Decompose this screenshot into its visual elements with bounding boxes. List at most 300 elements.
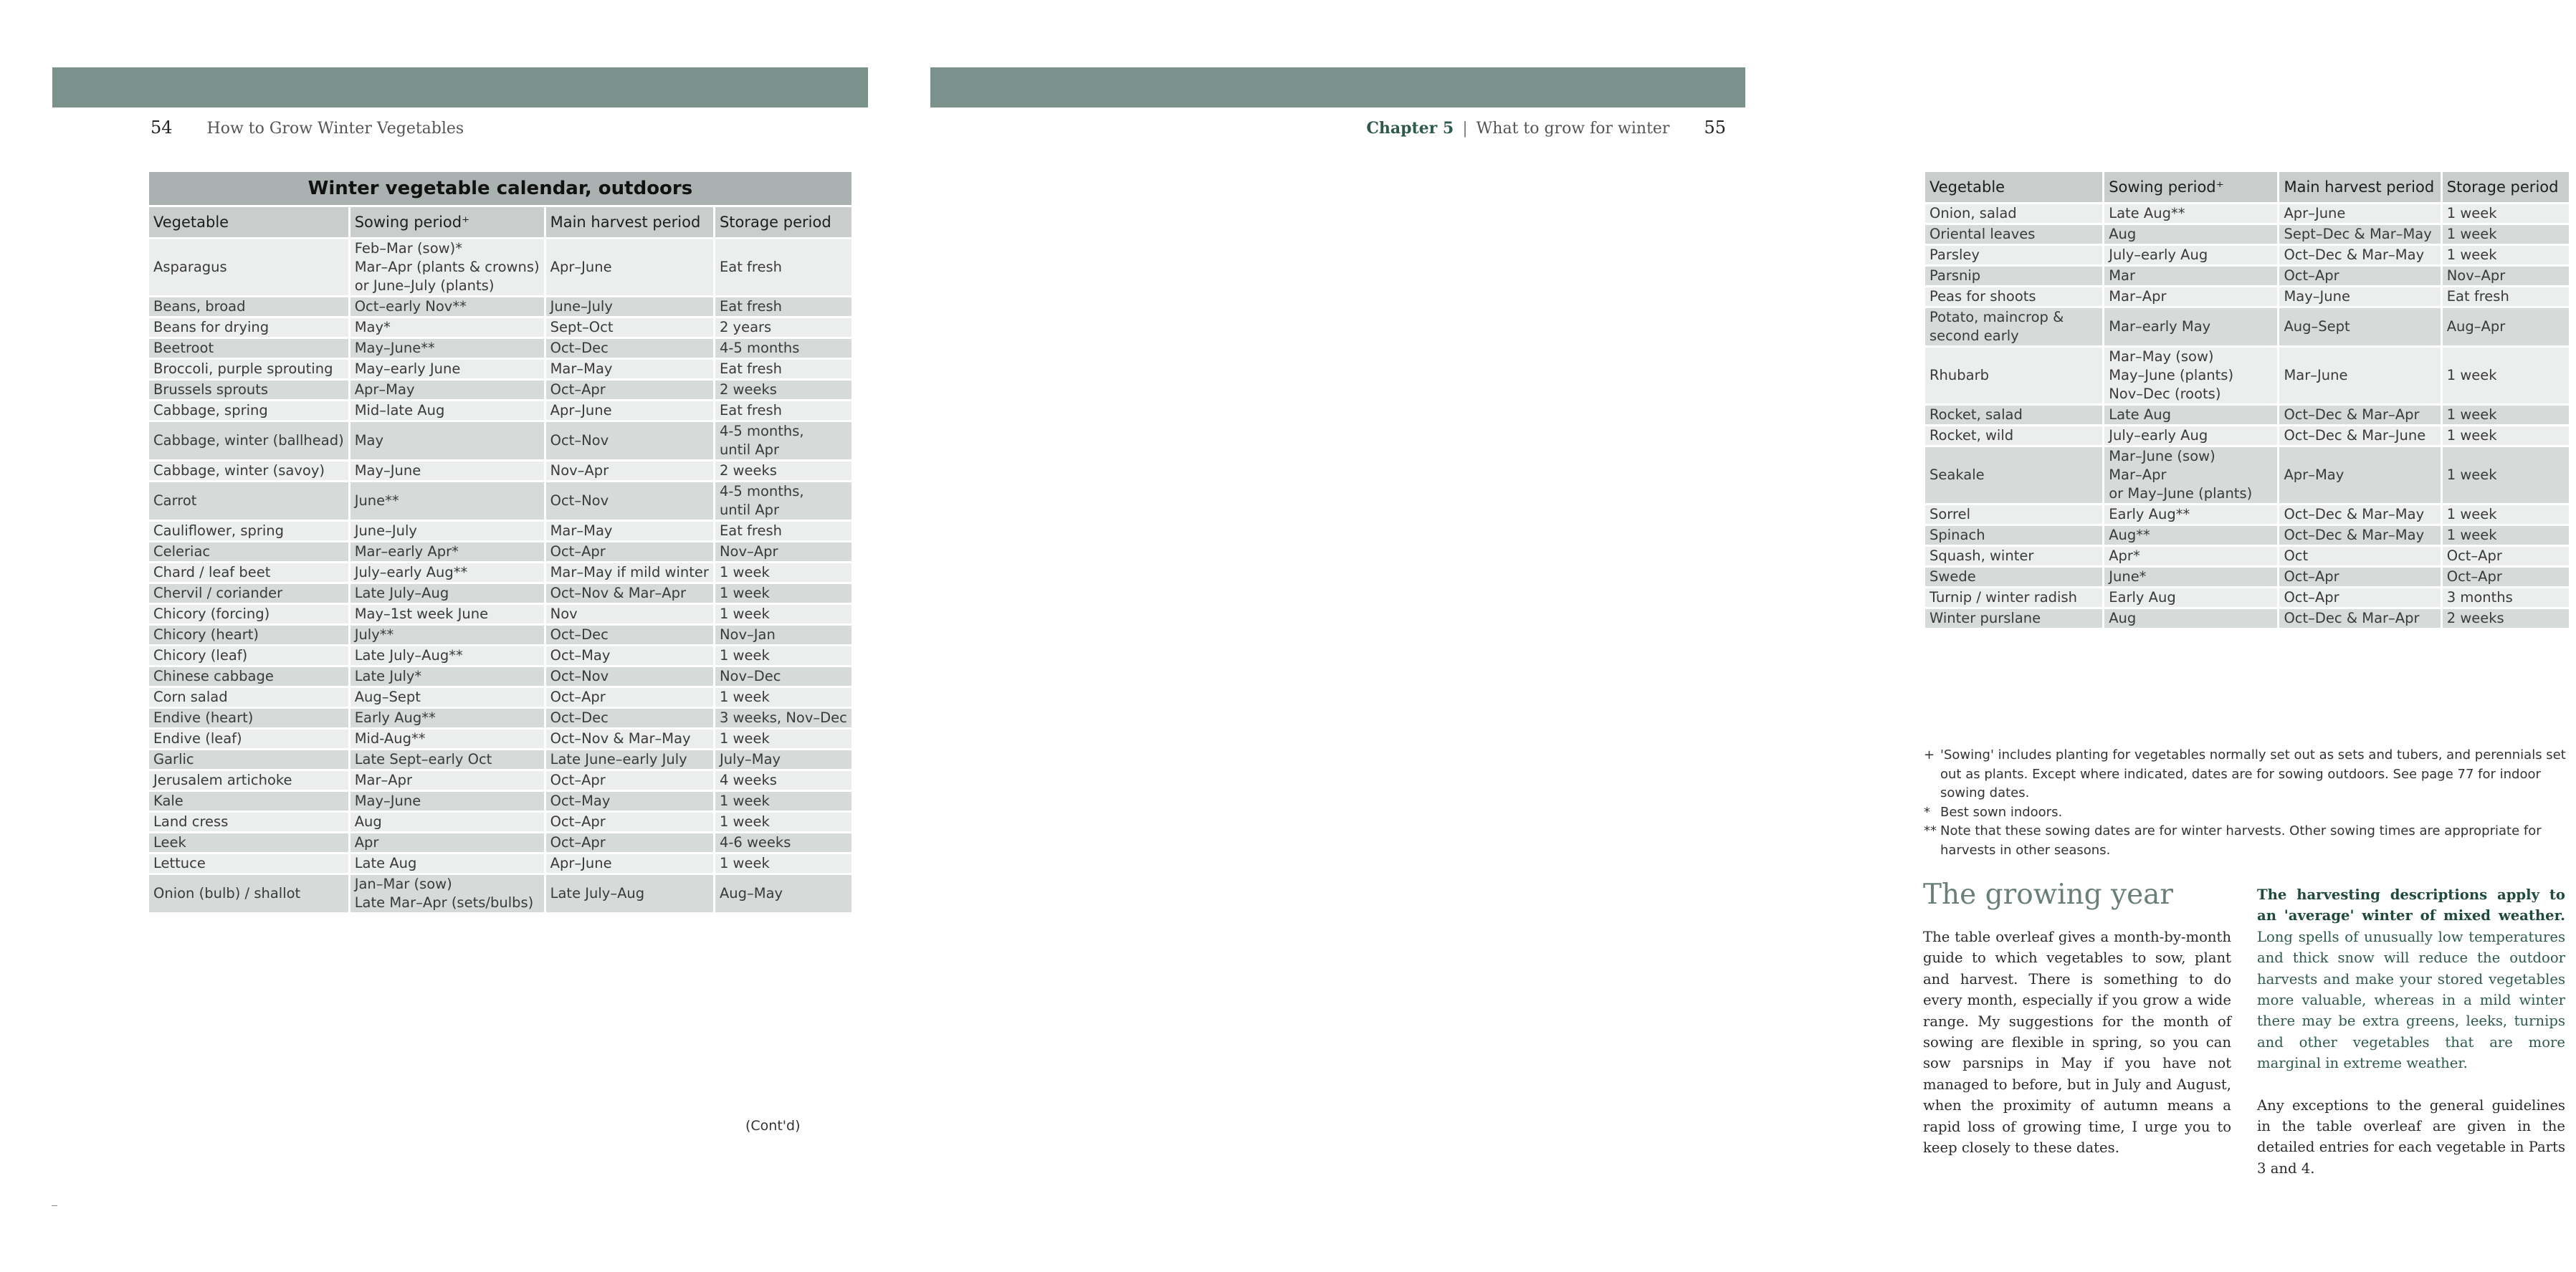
cell-line: Oct–Dec (550, 340, 609, 356)
cell-line: July** (354, 626, 394, 643)
cell-line: June** (354, 492, 399, 509)
footnote-marker: ** (1924, 823, 1937, 838)
storage-cell (715, 626, 851, 644)
cell-line: Eat fresh (719, 522, 783, 539)
cell-line: 1 week (2446, 406, 2497, 423)
storage-cell (715, 646, 851, 665)
sowing-cell (350, 854, 544, 873)
cell-line: May–June (354, 793, 421, 809)
cell-line: May–June** (354, 340, 435, 356)
cell-line: 4 weeks (719, 772, 777, 788)
cell-line: Late June–early July (550, 751, 687, 767)
cell-line: Eat fresh (719, 298, 783, 315)
running-head-right (1366, 118, 1726, 138)
cell-line: Nov–Jan (719, 626, 776, 643)
sowing-cell (350, 626, 544, 644)
cell-line: 1 week (719, 585, 770, 601)
sowing-cell (2104, 505, 2277, 524)
storage-cell (715, 667, 851, 686)
table-row (1925, 204, 2569, 223)
vegetable-cell: Brussels sprouts (149, 381, 348, 399)
cell-line: Early Aug** (2109, 506, 2190, 522)
column-header: Storage period (715, 207, 851, 237)
table-row (1925, 447, 2569, 503)
sowing-cell (350, 875, 544, 912)
storage-cell (715, 792, 851, 810)
harvest-cell (2279, 426, 2440, 445)
cell-line: Oct–May (550, 793, 611, 809)
vegetable-cell: Rhubarb (1925, 348, 2102, 403)
cell-line: Nov–Apr (550, 462, 609, 479)
cell-line: until Apr (719, 502, 780, 518)
cell-line: Aug–Sept (2284, 318, 2350, 335)
footnote (1924, 746, 2576, 803)
storage-cell (715, 709, 851, 727)
harvest-cell (546, 318, 713, 337)
footnotes (1924, 746, 2576, 860)
continued-note: (Cont'd) (745, 1118, 801, 1134)
sowing-cell (350, 584, 544, 603)
sowing-cell (350, 688, 544, 707)
calendar-table-left (147, 170, 854, 914)
storage-cell (2443, 588, 2569, 607)
cell-line: May–June (354, 462, 421, 479)
vegetable-cell: Parsley (1925, 246, 2102, 264)
cell-line: Aug–Sept (354, 689, 421, 705)
harvest-cell (546, 584, 713, 603)
cell-line: Oct–Dec & Mar–Apr (2284, 610, 2420, 626)
cell-line: Oct–Apr (550, 834, 606, 851)
storage-cell (2443, 447, 2569, 503)
table-row (149, 854, 851, 873)
sowing-cell (350, 462, 544, 480)
sowing-cell (2104, 246, 2277, 264)
cell-line: Oct–early Nov** (354, 298, 467, 315)
cell-line: Mar–May (sow) (2109, 348, 2214, 365)
table-row (149, 875, 851, 912)
table-row (1925, 588, 2569, 607)
cell-line: Oct–Apr (550, 381, 606, 398)
storage-cell (2443, 204, 2569, 223)
harvest-cell (2279, 447, 2440, 503)
cell-line: Oct–Dec (550, 709, 609, 726)
sowing-cell (350, 667, 544, 686)
cell-line: Oct–Nov (550, 492, 609, 509)
cell-line: Late July–Aug (550, 885, 645, 902)
harvest-cell (546, 667, 713, 686)
cell-line: 1 week (719, 564, 770, 580)
cell-line: 1 week (719, 689, 770, 705)
vegetable-cell: Cabbage, spring (149, 401, 348, 420)
harvest-cell (546, 792, 713, 810)
section-heading: The growing year (1923, 879, 2174, 911)
harvest-cell (546, 730, 713, 748)
column-header: Sowing period⁺ (350, 207, 544, 237)
chapter-label: Chapter 5 (1366, 119, 1454, 138)
sowing-cell (2104, 308, 2277, 345)
vegetable-cell: Chicory (leaf) (149, 646, 348, 665)
cell-line: until Apr (719, 441, 780, 458)
table-row (149, 542, 851, 561)
table-row (149, 750, 851, 769)
cell-line: Mar–June (2284, 367, 2348, 383)
header-band (52, 67, 868, 107)
sowing-cell (350, 563, 544, 582)
cell-line: July–early Aug** (354, 564, 468, 580)
cell-line: Eat fresh (719, 259, 783, 275)
vegetable-cell: Land cress (149, 813, 348, 831)
cell-line: July–May (719, 751, 781, 767)
cell-line: Eat fresh (2446, 288, 2509, 305)
cell-line: 4-6 weeks (719, 834, 791, 851)
cell-line: May–early June (354, 360, 461, 377)
storage-cell (715, 462, 851, 480)
cell-line: 3 months (2446, 589, 2513, 606)
table-header-row (149, 207, 851, 237)
harvest-cell (546, 381, 713, 399)
sowing-cell (350, 339, 544, 358)
vegetable-cell: Cabbage, winter (savoy) (149, 462, 348, 480)
sowing-cell (350, 318, 544, 337)
cell-line: Apr (354, 834, 379, 851)
vegetable-cell: Chard / leaf beet (149, 563, 348, 582)
cell-line: Late Aug** (2109, 205, 2185, 221)
storage-cell (715, 688, 851, 707)
sowing-cell (2104, 287, 2277, 306)
table-row (1925, 287, 2569, 306)
sowing-cell (2104, 348, 2277, 403)
sowing-cell (350, 542, 544, 561)
body-text-right (2257, 884, 2565, 1179)
harvest-cell (546, 542, 713, 561)
storage-cell (715, 771, 851, 790)
storage-cell (715, 522, 851, 540)
harvest-cell (2279, 588, 2440, 607)
harvest-cell (2279, 348, 2440, 403)
storage-cell (715, 542, 851, 561)
harvest-cell (546, 688, 713, 707)
sowing-cell (2104, 426, 2277, 445)
harvest-cell (546, 813, 713, 831)
cell-line: 2 weeks (719, 381, 777, 398)
column-header: Vegetable (149, 207, 348, 237)
sowing-cell (350, 360, 544, 378)
cell-line: Oct–Apr (2446, 547, 2502, 564)
table-row (149, 563, 851, 582)
cell-line: 4-5 months (719, 340, 800, 356)
harvest-cell (546, 709, 713, 727)
harvest-cell (546, 771, 713, 790)
vegetable-cell: Winter purslane (1925, 609, 2102, 628)
sowing-cell (2104, 267, 2277, 285)
table-row (1925, 225, 2569, 244)
vegetable-cell: Seakale (1925, 447, 2102, 503)
cell-line: Apr–May (2284, 467, 2344, 483)
sowing-cell (2104, 225, 2277, 244)
harvest-cell (2279, 547, 2440, 565)
table-row (1925, 348, 2569, 403)
cell-line: 1 week (2446, 506, 2497, 522)
column-header: Storage period (2443, 172, 2569, 202)
vegetable-cell: Cauliflower, spring (149, 522, 348, 540)
storage-cell (2443, 225, 2569, 244)
harvest-cell (546, 339, 713, 358)
table-body (1925, 204, 2569, 628)
cell-line: Oct–Apr (2284, 589, 2339, 606)
table-row (149, 833, 851, 852)
vegetable-cell: Celeriac (149, 542, 348, 561)
cell-line: 1 week (2446, 467, 2497, 483)
cell-line: or May–June (plants) (2109, 485, 2253, 502)
cell-line: 1 week (719, 730, 770, 747)
table-row (149, 522, 851, 540)
storage-cell (715, 339, 851, 358)
harvest-cell (546, 750, 713, 769)
cell-line: or June–July (plants) (354, 277, 495, 294)
cell-line: Aug (2109, 610, 2137, 626)
vegetable-cell: Leek (149, 833, 348, 852)
table-row (149, 462, 851, 480)
cell-line: 1 week (2446, 226, 2497, 242)
storage-cell (715, 482, 851, 520)
storage-cell (2443, 568, 2569, 586)
footnote-text: Best sown indoors. (1940, 804, 2063, 820)
harvest-cell (546, 854, 713, 873)
table-row (149, 239, 851, 295)
vegetable-cell: Chicory (heart) (149, 626, 348, 644)
storage-cell (715, 239, 851, 295)
cell-line: Oct–May (550, 647, 611, 664)
storage-cell (715, 563, 851, 582)
vegetable-cell: Cabbage, winter (ballhead) (149, 422, 348, 459)
storage-cell (2443, 406, 2569, 424)
vegetable-cell: Onion (bulb) / shallot (149, 875, 348, 912)
cell-line: Late Aug (2109, 406, 2171, 423)
column-header: Main harvest period (546, 207, 713, 237)
cell-line: Feb–Mar (sow)* (354, 240, 462, 257)
vegetable-cell: Chicory (forcing) (149, 605, 348, 623)
footnote-text: Note that these sowing dates are for winter harvests. Other sowing times are appropriate for harvests in other seasons. (1940, 823, 2542, 858)
cell-line: Nov–Apr (2446, 267, 2506, 284)
harvest-cell (546, 875, 713, 912)
cell-line: Mar–Apr (2109, 288, 2167, 305)
page-number: 54 (151, 118, 173, 138)
right-page (900, 0, 2566, 1272)
sowing-cell (350, 730, 544, 748)
table-row (1925, 406, 2569, 424)
harvest-cell (2279, 505, 2440, 524)
storage-cell (715, 750, 851, 769)
table-row (1925, 547, 2569, 565)
cell-line: Late Sept–early Oct (354, 751, 492, 767)
footnote (1924, 803, 2576, 823)
cell-line: Nov (550, 606, 578, 622)
harvest-cell (2279, 246, 2440, 264)
cell-line: Oct–Apr (550, 813, 606, 830)
cell-line: Sept–Oct (550, 319, 614, 335)
sowing-cell (2104, 588, 2277, 607)
highlight-text: Long spells of unusually low temperatures and thick snow will reduce the outdoor harvests and make your stored vegetables more valuable, whereas in a mild winter there may be extra greens, leeks, turnips and other vegetables that are more marginal in extreme weather. (2257, 928, 2565, 1072)
harvest-cell (2279, 287, 2440, 306)
storage-cell (715, 360, 851, 378)
storage-cell (715, 584, 851, 603)
cell-line: 1 week (2446, 247, 2497, 263)
storage-cell (715, 422, 851, 459)
storage-cell (2443, 547, 2569, 565)
table-row (149, 401, 851, 420)
cell-line: Oct (2284, 547, 2309, 564)
table-row (149, 646, 851, 665)
vegetable-cell: Carrot (149, 482, 348, 520)
vegetable-cell: Sorrel (1925, 505, 2102, 524)
cell-line: Aug** (2109, 527, 2150, 543)
footnote-text: 'Sowing' includes planting for vegetables normally set out as sets and tubers, and perennials set out as plants. Except where indicated, dates are for sowing outdoors. See page 77 for indoor sowing dates. (1940, 747, 2566, 800)
storage-cell (715, 875, 851, 912)
cell-line: Late Mar–Apr (sets/bulbs) (354, 894, 534, 911)
sowing-cell (350, 813, 544, 831)
vegetable-cell: Lettuce (149, 854, 348, 873)
cell-line: 1 week (719, 606, 770, 622)
cell-line: 2 weeks (2446, 610, 2504, 626)
cell-line: Late July* (354, 668, 422, 684)
cell-line: Mar–Apr (plants & crowns) (354, 259, 540, 275)
harvest-cell (2279, 609, 2440, 628)
harvest-cell (546, 462, 713, 480)
cell-line: Eat fresh (719, 360, 783, 377)
cell-line: Aug–May (719, 885, 783, 902)
vegetable-cell: Endive (leaf) (149, 730, 348, 748)
sowing-cell (350, 522, 544, 540)
harvest-cell (2279, 568, 2440, 586)
storage-cell (715, 381, 851, 399)
column-header: Vegetable (1925, 172, 2102, 202)
storage-cell (2443, 308, 2569, 345)
cell-line: 1 week (2446, 205, 2497, 221)
harvest-cell (546, 605, 713, 623)
cell-line: June* (2109, 568, 2147, 585)
vegetable-cell: Rocket, wild (1925, 426, 2102, 445)
table-row (149, 688, 851, 707)
footnote-marker: * (1924, 804, 1930, 820)
cell-line: May–June (2284, 288, 2350, 305)
cell-line: Mar (2109, 267, 2136, 284)
harvest-cell (546, 422, 713, 459)
cell-line: Oct–Nov (550, 432, 609, 449)
table-row (1925, 568, 2569, 586)
vegetable-cell: Chinese cabbage (149, 667, 348, 686)
cell-line: June–July (354, 522, 417, 539)
vegetable-cell: Peas for shoots (1925, 287, 2102, 306)
cell-line: Mar–June (sow) (2109, 448, 2215, 464)
vegetable-cell: Endive (heart) (149, 709, 348, 727)
sowing-cell (2104, 447, 2277, 503)
left-page (0, 0, 900, 1272)
footnote-marker: + (1924, 747, 1935, 762)
table-row (149, 771, 851, 790)
table-row (149, 422, 851, 459)
table-row (1925, 609, 2569, 628)
cell-line: Oct–Apr (2284, 568, 2339, 585)
table-row (149, 813, 851, 831)
table-row (149, 584, 851, 603)
sowing-cell (350, 239, 544, 295)
harvest-cell (2279, 267, 2440, 285)
storage-cell (2443, 287, 2569, 306)
cell-line: second early (1929, 327, 2019, 344)
vegetable-cell: Swede (1925, 568, 2102, 586)
cell-line: Aug (354, 813, 382, 830)
table-body (149, 239, 851, 912)
storage-cell (715, 297, 851, 316)
sowing-cell (350, 605, 544, 623)
book-title: How to Grow Winter Vegetables (206, 120, 464, 138)
cell-line: May–1st week June (354, 606, 489, 622)
cell-line: Oct–Nov (550, 668, 609, 684)
sowing-cell (350, 709, 544, 727)
sowing-cell (2104, 609, 2277, 628)
sowing-cell (350, 792, 544, 810)
cell-line: Oct–Apr (550, 689, 606, 705)
header-band (930, 67, 1745, 107)
cell-line: May* (354, 319, 391, 335)
vegetable-cell: Squash, winter (1925, 547, 2102, 565)
sowing-cell (350, 833, 544, 852)
table-row (149, 360, 851, 378)
harvest-cell (546, 482, 713, 520)
table-row (149, 482, 851, 520)
cell-line: Mar–May if mild winter (550, 564, 709, 580)
table-caption: Winter vegetable calendar, outdoors (149, 172, 851, 205)
harvest-cell (2279, 225, 2440, 244)
table-row (149, 297, 851, 316)
storage-cell (715, 854, 851, 873)
sowing-cell (2104, 406, 2277, 424)
cell-line: June–July (550, 298, 613, 315)
cell-line: Oct–Dec & Mar–May (2284, 506, 2425, 522)
cell-line: Apr–June (2284, 205, 2346, 221)
cell-line: 1 week (2446, 527, 2497, 543)
sowing-cell (350, 771, 544, 790)
table-row (1925, 308, 2569, 345)
harvest-cell (546, 626, 713, 644)
vegetable-cell: Beans for drying (149, 318, 348, 337)
sowing-cell (350, 646, 544, 665)
cell-line: Mar–May (550, 360, 613, 377)
cell-line: Mid–late Aug (354, 402, 445, 419)
sowing-cell (350, 422, 544, 459)
sowing-cell (350, 297, 544, 316)
cell-line: Early Aug** (354, 709, 436, 726)
vegetable-cell: Kale (149, 792, 348, 810)
table-row (149, 626, 851, 644)
cell-line: Mar–Apr (354, 772, 412, 788)
cell-line: Oct–Apr (550, 772, 606, 788)
cell-line: 1 week (719, 813, 770, 830)
storage-cell (2443, 609, 2569, 628)
chapter-title: What to grow for winter (1476, 120, 1670, 138)
cell-line: Nov–Apr (719, 543, 778, 560)
harvest-cell (2279, 204, 2440, 223)
cell-line: 2 years (719, 319, 772, 335)
cell-line: Nov–Dec (roots) (2109, 386, 2221, 402)
cell-line: Potato, maincrop & (1929, 309, 2064, 325)
cell-line: July–early Aug (2109, 247, 2208, 263)
highlight-lead: The harvesting descriptions apply to an 'average' winter of mixed weather. (2257, 886, 2565, 924)
page-number: 55 (1704, 118, 1726, 138)
cell-line: Late July–Aug** (354, 647, 463, 664)
cell-line: Oct–Dec & Mar–May (2284, 527, 2425, 543)
cell-line: Oct–Dec & Mar–June (2284, 427, 2426, 444)
